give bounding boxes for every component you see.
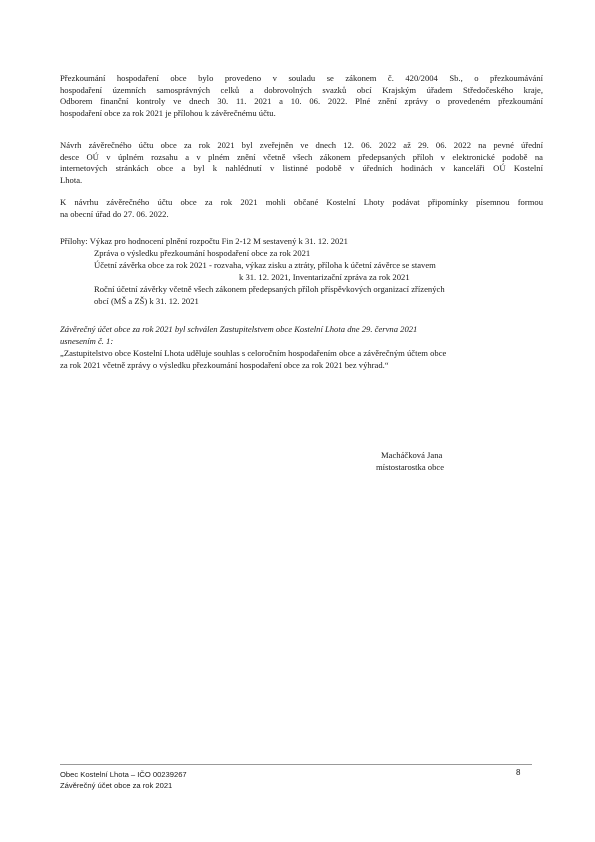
text-line: Přezkoumání hospodaření obce bylo provedeno v souladu se zákonem č. 420/2004 Sb., o přezkoumávání [60,73,543,83]
paragraph-publication [60,140,543,186]
text-line: internetových stránkách obce a byl k nahlédnutí v listinné podobě v úředních hodinách v kanceláři OÚ Kostelní [60,163,543,174]
approval-statement: Závěrečný účet obce za rok 2021 byl schválen Zastupitelstvem obce Kostelní Lhota dne 29. června 2021 [60,324,418,334]
attachment-item: Roční účetní závěrky včetně všech zákonem předepsaných příloh příspěvkových organizací zřízených [94,284,445,294]
resolution-quote: za rok 2021 včetně zprávy o výsledku přezkoumání hospodaření obce za rok 2021 bez výhrad.“ [60,360,389,370]
footer-divider [60,764,532,765]
text-line: Odborem finanční kontroly ve dnech 30. 11. 2021 a 10. 06. 2022. Plné znění zprávy o provedeném přezkoumání [60,96,543,107]
attachment-item: Účetní závěrka obce za rok 2021 - rozvaha, výkaz zisku a ztráty, příloha k účetní závěrce se stavem [94,260,436,270]
resolution-number: usnesením č. 1: [60,336,114,346]
attachment-item: Přílohy: Výkaz pro hodnocení plnění rozpočtu Fin 2-12 M sestavený k 31. 12. 2021 [60,236,348,246]
text-line: hospodaření obce za rok 2021 je přílohou k závěrečnému účtu. [60,107,276,118]
attachment-item: Zpráva o výsledku přezkoumání hospodaření obce za rok 2021 [94,248,311,258]
page-number: 8 [516,768,521,777]
footer-organization: Obec Kostelní Lhota – IČO 00239267 [60,770,187,779]
signatory-name: Macháčková Jana [381,450,443,460]
paragraph-comments [60,197,543,220]
signatory-role: místostarostka obce [376,462,445,472]
text-line: na obecní úřad do 27. 06. 2022. [60,208,169,219]
attachment-item-continued: k 31. 12. 2021, Inventarizační zpráva za rok 2021 [239,272,410,282]
text-line: K návrhu závěrečného účtu obce za rok 2021 mohli občané Kostelní Lhoty podávat připomínky písemnou formou [60,197,543,207]
text-line: hospodaření územních samosprávných celků a dobrovolných svazků obcí Krajským úřadem Středočeského kraje, [60,84,543,95]
text-line: desce OÚ v úplném rozsahu a v plném znění včetně všech zákonem předepsaných příloh v elektronické podobě na [60,151,543,162]
text-line: Lhota. [60,174,83,185]
resolution-quote: „Zastupitelstvo obce Kostelní Lhota uděluje souhlas s celoročním hospodařením obce a závěrečným účtem obce [60,348,447,358]
attachment-item-continued: obcí (MŠ a ZŠ) k 31. 12. 2021 [94,296,199,306]
footer-document-title: Závěrečný účet obce za rok 2021 [60,781,173,790]
paragraph-audit [60,73,543,119]
text-line: Návrh závěrečného účtu obce za rok 2021 byl zveřejněn ve dnech 12. 06. 2022 až 29. 06. 2022 na pevné úřední [60,140,543,150]
